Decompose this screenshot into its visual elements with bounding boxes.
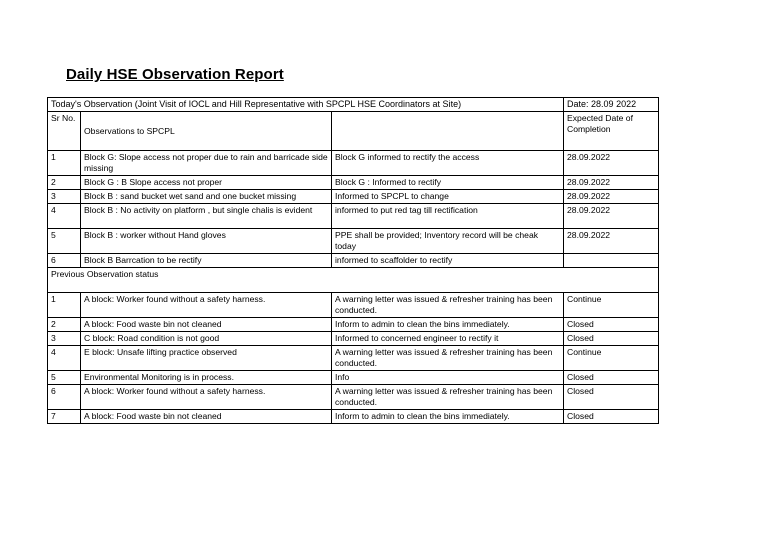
status-cell: Closed <box>564 410 659 424</box>
previous-heading-row <box>48 268 659 293</box>
action-cell: A warning letter was issued & refresher training has been conducted. <box>332 346 564 371</box>
action-cell: Inform to admin to clean the bins immediately. <box>332 318 564 332</box>
sr-cell: 3 <box>48 332 81 346</box>
date-cell: 28.09.2022 <box>564 229 659 254</box>
action-cell: informed to scaffolder to rectify <box>332 254 564 268</box>
observation-cell: Block B : sand bucket wet sand and one bucket missing <box>81 190 332 204</box>
status-cell: Closed <box>564 371 659 385</box>
col-sr-header: Sr No. <box>48 112 81 151</box>
observation-cell: Block B : No activity on platform , but single chalis is evident <box>81 204 332 229</box>
table-row <box>48 229 659 254</box>
table-row <box>48 346 659 371</box>
observation-cell: A block: Worker found without a safety harness. <box>81 293 332 318</box>
action-cell: Inform to admin to clean the bins immediately. <box>332 410 564 424</box>
page-title: Daily HSE Observation Report <box>66 66 284 83</box>
sr-cell: 7 <box>48 410 81 424</box>
status-cell: Closed <box>564 332 659 346</box>
sr-cell: 5 <box>48 229 81 254</box>
sr-cell: 3 <box>48 190 81 204</box>
column-header-row <box>48 112 659 151</box>
date-cell: 28.09.2022 <box>564 151 659 176</box>
action-cell: Informed to SPCPL to change <box>332 190 564 204</box>
action-cell: A warning letter was issued & refresher training has been conducted. <box>332 385 564 410</box>
report-date: Date: 28.09 2022 <box>564 98 659 112</box>
sr-cell: 2 <box>48 318 81 332</box>
sr-cell: 4 <box>48 204 81 229</box>
observation-cell: Environmental Monitoring is in process. <box>81 371 332 385</box>
today-heading-row <box>48 98 659 112</box>
table-row <box>48 151 659 176</box>
action-cell: informed to put red tag till rectification <box>332 204 564 229</box>
table-row <box>48 410 659 424</box>
table-row <box>48 371 659 385</box>
status-cell: Continue <box>564 293 659 318</box>
action-cell: PPE shall be provided; Inventory record will be cheak today <box>332 229 564 254</box>
status-cell: Continue <box>564 346 659 371</box>
table-row <box>48 385 659 410</box>
sr-cell: 5 <box>48 371 81 385</box>
col-observation-header: Observations to SPCPL <box>81 112 332 151</box>
table-row <box>48 254 659 268</box>
action-cell: Block G : Informed to rectify <box>332 176 564 190</box>
observation-cell: Block G : B Slope access not proper <box>81 176 332 190</box>
table-row <box>48 293 659 318</box>
today-heading: Today's Observation (Joint Visit of IOCL and Hill Representative with SPCPL HSE Coordinators at Site) <box>48 98 564 112</box>
table-row <box>48 332 659 346</box>
observation-cell: Block B Barrcation to be rectify <box>81 254 332 268</box>
date-cell: 28.09.2022 <box>564 204 659 229</box>
observation-cell: A block: Food waste bin not cleaned <box>81 318 332 332</box>
table-row <box>48 190 659 204</box>
observation-cell: Block G: Slope access not proper due to rain and barricade side missing <box>81 151 332 176</box>
table-row <box>48 176 659 190</box>
observation-cell: A block: Worker found without a safety harness. <box>81 385 332 410</box>
observation-cell: E block: Unsafe lifting practice observed <box>81 346 332 371</box>
sr-cell: 1 <box>48 293 81 318</box>
status-cell: Closed <box>564 318 659 332</box>
sr-cell: 6 <box>48 254 81 268</box>
col-action-header <box>332 112 564 151</box>
status-cell: Closed <box>564 385 659 410</box>
action-cell: Informed to concerned engineer to rectify it <box>332 332 564 346</box>
table-row <box>48 318 659 332</box>
observation-cell: A block: Food waste bin not cleaned <box>81 410 332 424</box>
action-cell: Block G informed to rectify the access <box>332 151 564 176</box>
action-cell: A warning letter was issued & refresher training has been conducted. <box>332 293 564 318</box>
sr-cell: 1 <box>48 151 81 176</box>
action-cell: Info <box>332 371 564 385</box>
observation-cell: C block: Road condition is not good <box>81 332 332 346</box>
date-cell: 28.09.2022 <box>564 176 659 190</box>
date-cell <box>564 254 659 268</box>
observation-cell: Block B : worker without Hand gloves <box>81 229 332 254</box>
sr-cell: 4 <box>48 346 81 371</box>
sr-cell: 2 <box>48 176 81 190</box>
previous-heading: Previous Observation status <box>48 268 659 293</box>
sr-cell: 6 <box>48 385 81 410</box>
observation-table <box>47 97 659 424</box>
table-row <box>48 204 659 229</box>
date-cell: 28.09.2022 <box>564 190 659 204</box>
col-expected-date-header: Expected Date of Completion <box>564 112 659 151</box>
